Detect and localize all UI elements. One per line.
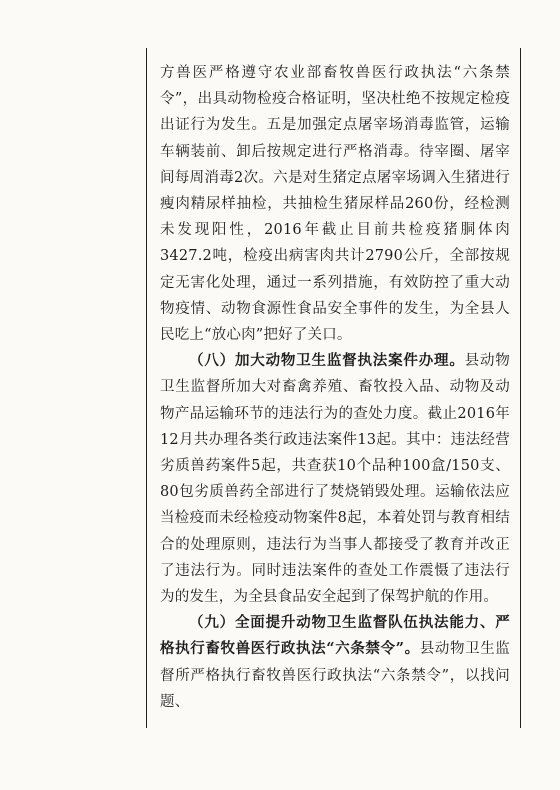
section-heading: （八）加大动物卫生监督执法案件办理。	[189, 352, 465, 370]
document-body	[160, 60, 510, 715]
paragraph-text: 县动物卫生监督所严格执行畜牧兽医行政执法“六条禁令”，以找问题、	[160, 641, 511, 710]
section-heading: （九）全面提升动物卫生监督队伍执法能力、严格执行畜牧兽医行政执法“六条禁令”。	[160, 614, 510, 658]
paragraph-text: 县动物卫生监督所加大对畜禽养殖、畜牧投入品、动物及动物产品运输环节的违法行为的查处力度。截止2016年12月共办理各类行政违法案件13起。其中：违法经营劣质兽药案件5起，共查获10个品种100盒/150支、80包劣质兽药全部进行了焚烧销毁处理。运输依法应当检疫而未经检疫动物案件8起，本着处罚与教育相结合的处理原则，违法行为当事人都接受了教育并改正了违法行为。同时违法案件的查处工作震慑了违法行为的发生，为全县食品安全起到了保驾护航的作用。	[160, 353, 510, 606]
paragraph-continuation	[160, 60, 510, 348]
paragraph-section-8	[160, 348, 510, 610]
paragraph-section-9	[160, 610, 510, 715]
paragraph-text: 方兽医严格遵守农业部畜牧兽医行政执法“六条禁令”，出具动物检疫合格证明，坚决杜绝不按规定检疫出证行为发生。五是加强定点屠宰场消毒监管，运输车辆装前、卸后按规定进行严格消毒。待宰圈、屠宰间每周消毒2次。六是对生猪定点屠宰场调入生猪进行瘦肉精尿样抽检，共抽检生猪尿样品260份，经检测未发现阳性，2016年截止目前共检疫猪胴体肉3427.2吨，检疫出病害肉共计2790公斤，全部按规定无害化处理，通过一系列措施，有效防控了重大动物疫情、动物食源性食品安全事件的发生，为全县人民吃上“放心肉”把好了关口。	[160, 65, 510, 344]
